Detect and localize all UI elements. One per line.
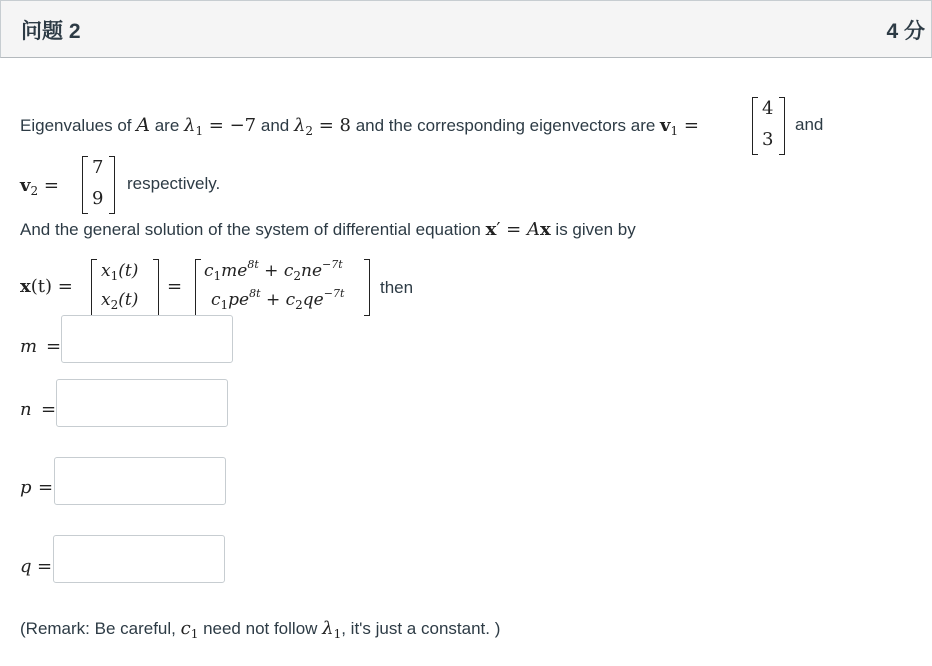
solution-row1: $c_1me^{8t} + c_2ne^{-7t}$ — [204, 258, 343, 283]
v2-bracket-left — [82, 156, 88, 214]
q-eq: = — [37, 556, 53, 577]
m-eq: = — [46, 336, 62, 357]
and-text: and — [795, 115, 824, 134]
p-answer-input[interactable] — [54, 457, 226, 505]
solution-row2: $c_1pe^{8t} + c_2qe^{-7t}$ — [211, 287, 345, 312]
col1-bracket-right — [153, 259, 159, 316]
col1-top: $x_1(t)$ — [101, 261, 139, 283]
lambda1: λ — [184, 115, 196, 136]
n-answer-input[interactable] — [56, 379, 228, 427]
col1-bracket-left — [91, 259, 97, 316]
solution-eq: = — [167, 276, 183, 297]
q-label: q — [20, 556, 32, 577]
n-label: n — [20, 399, 32, 420]
v2-bottom: 9 — [92, 188, 104, 209]
lambda2: λ — [293, 115, 306, 136]
lambda2-value: = 8 — [313, 115, 351, 136]
v1-top: 4 — [762, 98, 774, 119]
de-sentence: And the general solution of the system of differential equation x′ = Ax is given by — [20, 219, 636, 240]
v1-bracket-left — [752, 97, 758, 155]
v1: v — [660, 115, 671, 136]
v2-top: 7 — [92, 157, 104, 178]
m-label: m — [20, 336, 38, 357]
v2-bracket-right — [109, 156, 115, 214]
v1-bracket-right — [779, 97, 785, 155]
col2-bracket-right — [364, 259, 370, 316]
respectively-text: respectively. — [127, 174, 221, 193]
p-label: p — [20, 477, 32, 498]
solution-lhs: x(t) = — [20, 276, 73, 297]
question-points: 4 分 — [886, 20, 925, 43]
then-text: then — [380, 278, 414, 297]
m-answer-input[interactable] — [61, 315, 233, 363]
q-answer-input[interactable] — [53, 535, 225, 583]
remark-text: (Remark: Be careful, $c_1$ need not follow $\lambda_1$, it's just a constant. ) — [20, 618, 501, 641]
col2-bracket-left — [195, 259, 201, 316]
lambda1-value: = −7 — [203, 115, 257, 136]
v2-label: $v_2$ = — [20, 175, 59, 198]
v1-bottom: 3 — [762, 129, 774, 150]
n-eq: = — [41, 399, 57, 420]
question-title: 问题 2 — [21, 20, 81, 43]
question-header — [0, 0, 932, 58]
p-eq: = — [38, 477, 54, 498]
eigen-sentence: Eigenvalues of A are $\lambda_1 = -7$ and $\lambda_2 = 8$ and the corresponding eigenvectors are $v_1$ = — [20, 114, 699, 138]
matrix-a: A — [136, 114, 150, 136]
col1-bottom: $x_2(t)$ — [101, 290, 139, 312]
